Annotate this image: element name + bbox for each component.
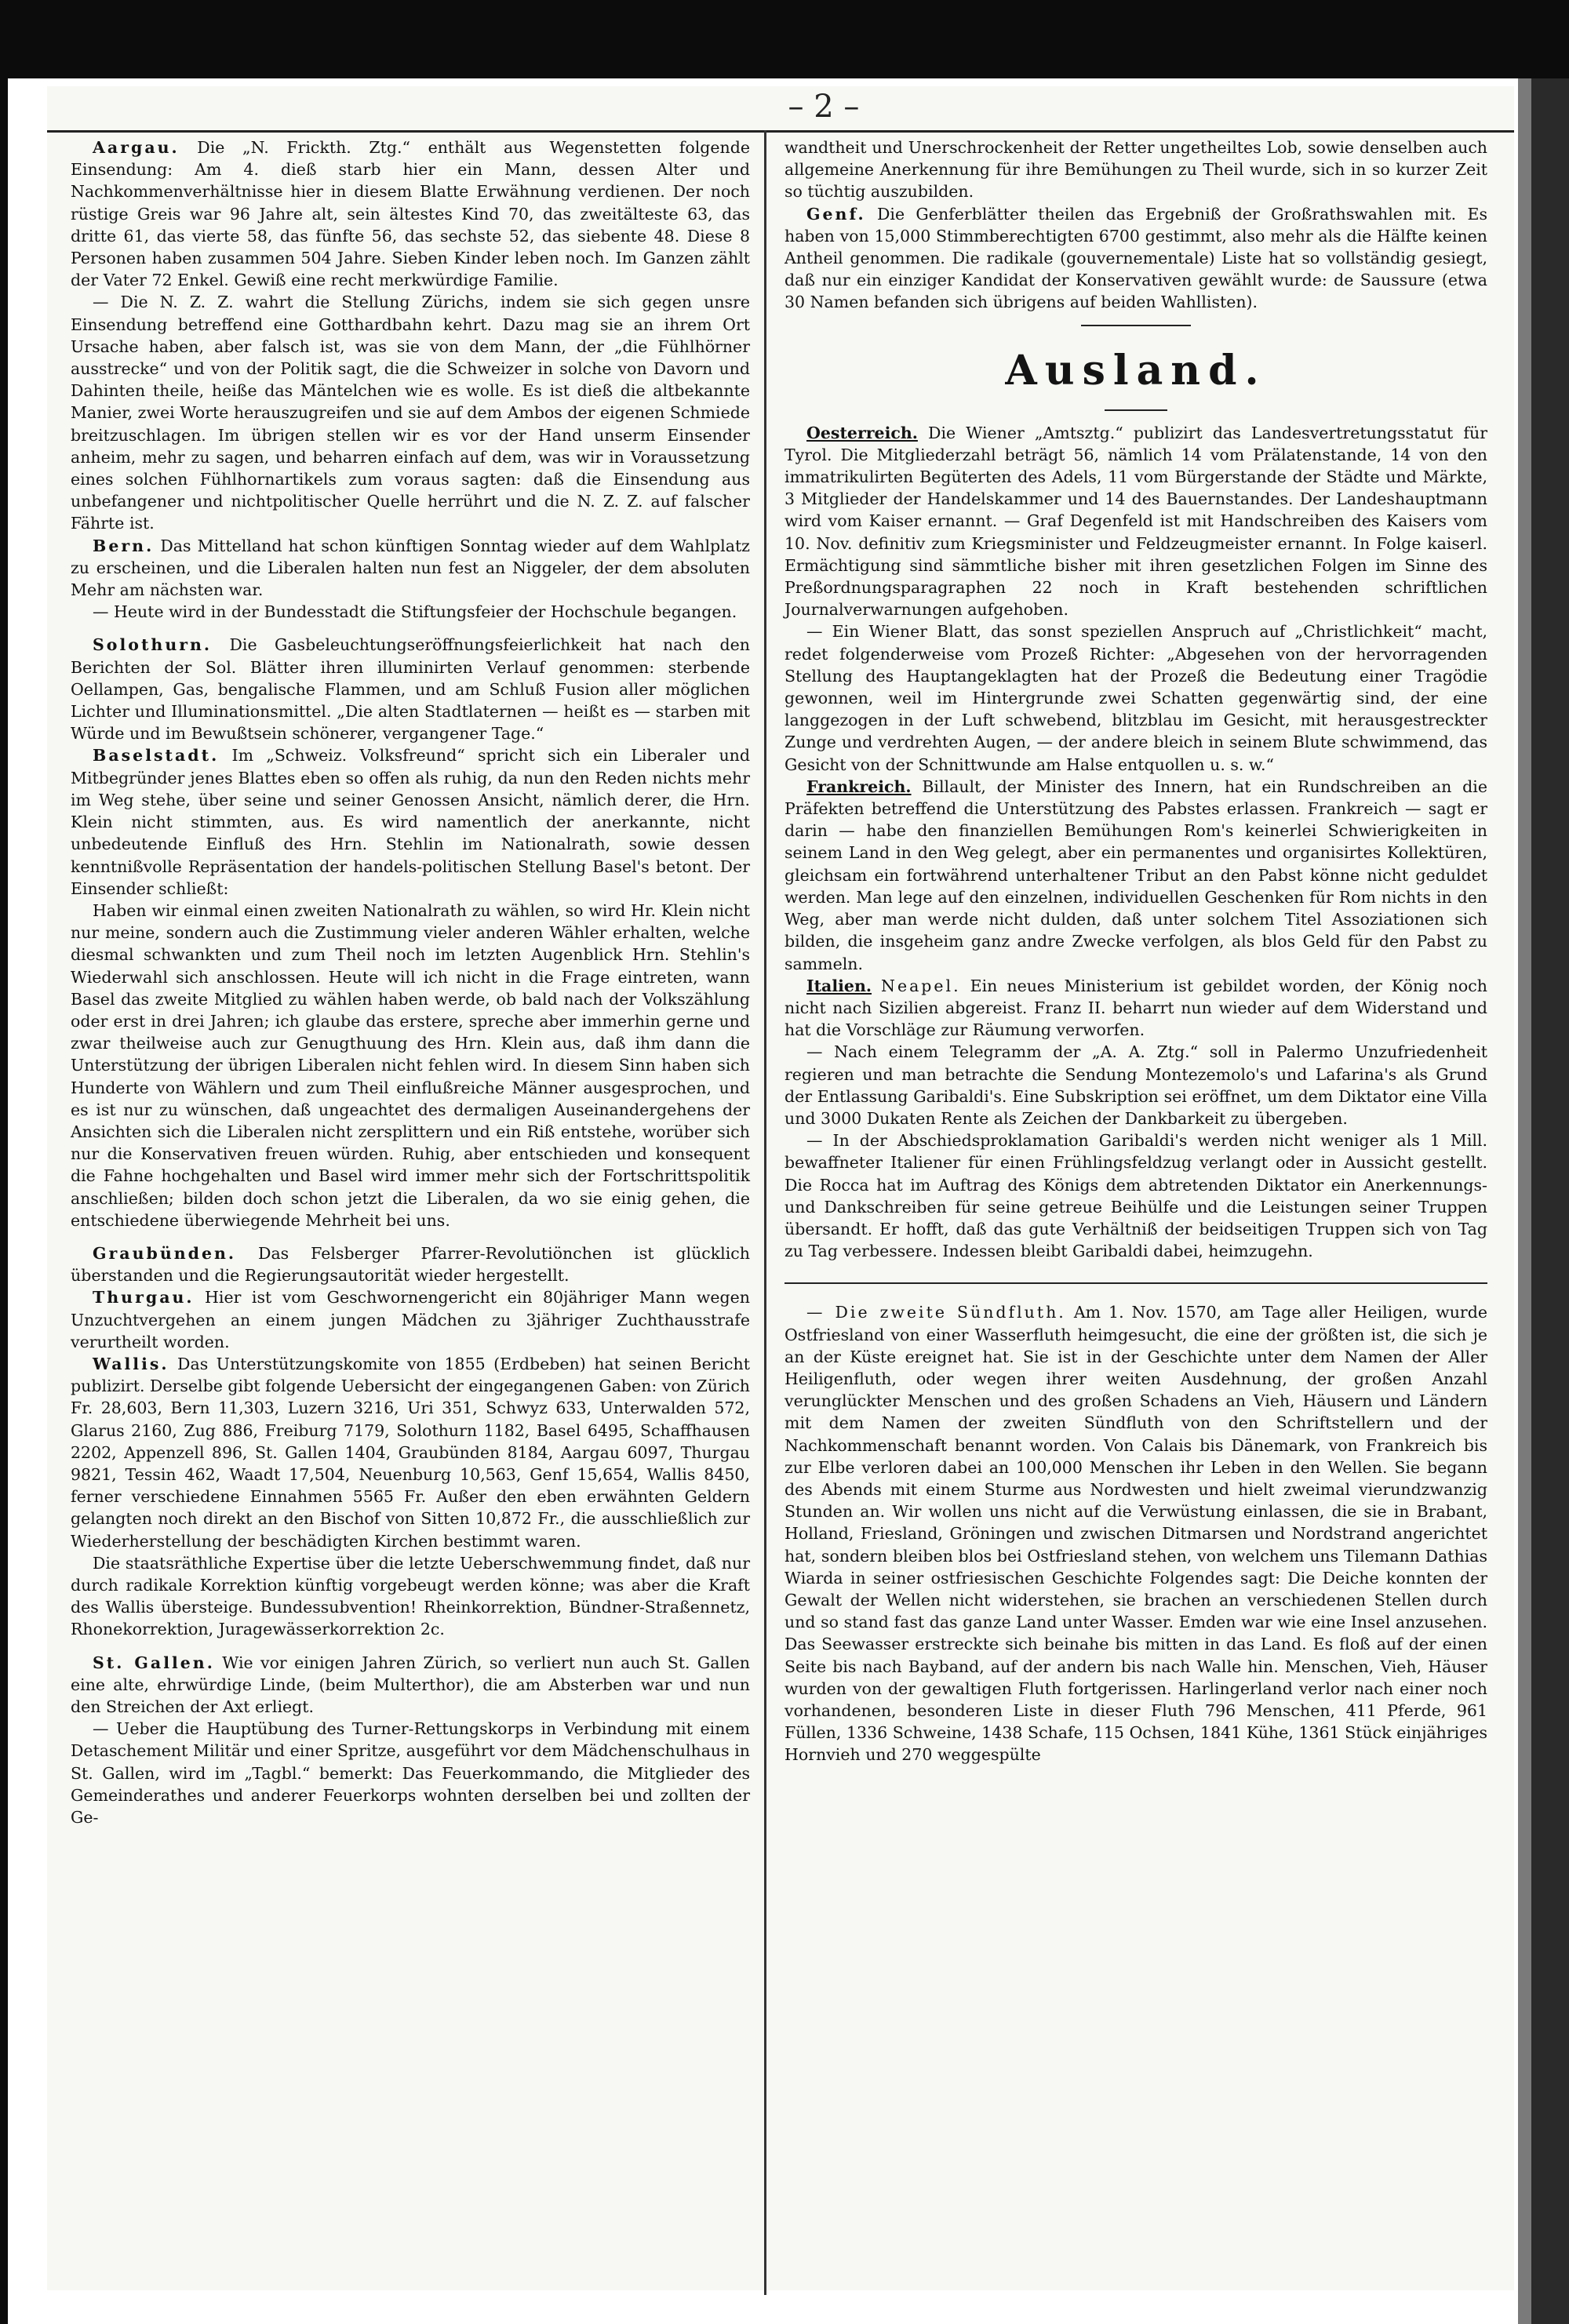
article-text: Am 1. Nov. 1570, am Tage aller Heiligen, wurde Ostfriesland von einer Wasserfluth heimgesucht, die eine der größten ist, die sich je an der Küste ereignet hat. Sie ist in der Geschichte unter dem Namen der Aller Heiligenfluth, oder wegen ihrer weiten Ausdehnung, der großen Anzahl verunglückter Menschen und des großen Schadens an Vieh, Häusern und Ländern mit dem Namen der zweiten Sündfluth von den Schriftstellern und der Nachkommenschaft benannt worden. Von Calais bis Dänemark, von Frankreich bis zur Elbe verloren dabei an 100,000 Menschen ihr Leben in den Wellen. Sie begann des Abends mit einem Sturme aus Nordwesten und hielt zweimal vierundzwanzig Stunden an. Wir wollen uns nicht auf die Verwüstung einlassen, die sie in Brabant, Holland, Friesland, Gröningen und zwischen Ditmarsen und Nordstrand angerichtet hat, sondern bleiben blos bei Ostfriesland stehen, von welchem uns Tilemann Dathias Wiarda in seiner ostfriesischen Geschichte Folgendes sagt: Die Deiche konnten der Gewalt der Wellen nicht widerstehen, sie brachen an verschiedenen Stellen durch und so stand fast das ganze Land unter Wasser. Emden war wie eine Insel anzusehen. Das Seewasser erstreckte sich beinahe bis mitten in das Land. Es floß auf der einen Seite bis nach Bayband, auf der andern bis nach Walle hin. Menschen, Vieh, Häuser wurden von der gewaltigen Fluth fortgerissen. Harlingerland verlor nach einer noch vorhandenen, besonderen Liste in dieser Fluth 796 Menschen, 411 Pferde, 961 Füllen, 1336 Schweine, 1438 Schafe, 115 Ochsen, 1841 Kühe, 1361 Stück einjähriges Hornvieh und 270 weggespülte bbox=[784, 1303, 1487, 1765]
country-label: Italien. bbox=[806, 976, 872, 995]
article-text: Billault, der Minister des Innern, hat ein Rundschreiben an die Präfekten betreffend die Unterstützung des Pabstes erlassen. Frankreich — sagt er darin — habe den finanziellen Bemühungen Rom's keinerlei Schwierigkeiten in seinem Land in den Weg gelegt, aber ein permanentes und organisirtes Kollektüren, gleichsam ein fortwährend unterhaltener Tribut an den Pabst könne nicht geduldet werden. Man lege auf den einzelnen, individuellen Geschenken für Rom nichts in den Weg, aber man werde nicht dulden, daß unter solchem Titel Assoziationen sich bilden, die insgeheim ganz andre Zwecke verfolgen, als blos Geld für den Pabst zu sammeln. bbox=[784, 776, 1487, 973]
article-genf bbox=[784, 203, 1487, 314]
scan-border-right-edge bbox=[1518, 78, 1531, 2324]
scan-border-left bbox=[0, 0, 8, 2324]
article-nzz: — Die N. Z. Z. wahrt die Stellung Zürichs, indem sie sich gegen unsre Einsendung betreffend eine Gotthardbahn kehrt. Dazu mag sie an ihrem Ort Ursache haben, aber falsch ist, was sie von dem Mann, der „die Fühlhörner ausstrecke“ und von der Politik sagt, die die Schweizer in solche von Davorn und Dahinten theile, heiße das Mäntelchen wie es wolle. Es ist dieß die altbekannte Manier, zwei Worte herauszugreifen und sie auf dem Ambos der eigenen Schmiede breitzuschlagen. Im übrigen stellen wir es vor der Hand unserm Einsender anheim, mehr zu sagen, und beharren einfach auf dem, was wir in Voraussetzung eines solchen Fühlhornartikels zum voraus sagten: daß die Einsendung aus unbefangener und nichtpolitischer Quelle herrührt und die N. Z. Z. auf falscher Fährte ist. bbox=[71, 293, 751, 533]
article-basel-quote: Haben wir einmal einen zweiten Nationalrath zu wählen, so wird Hr. Klein nicht nur meine, sondern auch die Zustimmung vieler anderen Wähler erhalten, welche diesmal schwankten und zum Theil noch im letzten Augenblick Hrn. Stehlin's Wiederwahl sich anschlossen. Heute will ich nicht in die Frage eintreten, wann Basel das zweite Mitglied zu wählen haben werde, ob bald nach der Volkszählung oder erst in drei Jahren; ich glaube das erstere, spreche aber immerhin gerne und zwar theilweise auch zur Genugthuung des Hrn. Klein aus, daß ihm dann die Unterstützung der übrigen Liberalen nicht fehlen wird. In diesem Sinn haben sich Hunderte von Wählern und zum Theil einflußreiche Männer ausgesprochen, und es ist nur zu wünschen, daß ungeachtet des dermaligen Auseinandergehens der Ansichten sich die Liberalen nicht zersplittern und ein Riß entstehe, worüber sich nur die Konservativen freuen würden. Ruhig, aber entschieden und konsequent die Fahne hochgehalten und Basel wird immer mehr sich der Fortschrittspolitik anschließen; bilden doch schon jetzt die Liberalen, da wo sie einig gehen, die entschiedene überwiegende Mehrheit bei uns. bbox=[71, 900, 750, 1230]
article-wallis bbox=[71, 1353, 750, 1552]
section-rule bbox=[1081, 325, 1191, 326]
article-lead: Solothurn. bbox=[93, 635, 213, 655]
article-text: Die Gasbeleuchtungseröffnungsfeierlichkeit hat nach den Berichten der Sol. Blätter ihren illuminirten Verlauf genommen: sterbende Oellampen, Gas, bengalische Flammen, und am Schluß Fusion aller möglichen Lichter und Illuminationsmittel. „Die alten Stadtlaternen — heißt es — starben mit Würde und im Bewußtsein schönerer, vergangener Tage.“ bbox=[71, 635, 750, 744]
article-lead: Thurgau. bbox=[93, 1288, 195, 1307]
country-label: Oesterreich. bbox=[806, 423, 918, 442]
country-label: Frankreich. bbox=[806, 776, 912, 796]
article-wallis-expertise: Die staatsräthliche Expertise über die letzte Ueberschwemmung findet, daß nur durch radikale Korrektion künftig vorgebeugt werden könne; was aber die Kraft des Wallis übersteige. Bundessubvention! Rheinkorrektion, Bündner-Straßennetz, Rhonekorrektion, Juragewässerkorrektion 2c. bbox=[71, 1553, 750, 1639]
article-text: Das Mittelland hat schon künftigen Sonntag wieder auf dem Wahlplatz zu erscheinen, und die Liberalen halten nun fest an Niggeler, der dem absoluten Mehr am nächsten war. bbox=[71, 536, 750, 600]
article-oesterreich bbox=[784, 422, 1487, 621]
article-bern-hochschule: — Heute wird in der Bundesstadt die Stiftungsfeier der Hochschule begangen. bbox=[93, 602, 737, 622]
right-column bbox=[784, 136, 1487, 1766]
scan-border-right bbox=[1531, 78, 1569, 2324]
column-divider bbox=[764, 130, 766, 2295]
article-basel bbox=[71, 744, 750, 899]
article-text: Die „N. Frickth. Ztg.“ enthält aus Wegenstetten folgende Einsendung: Am 4. dieß starb hier ein Mann, dessen Alter und Nachkommenverhältnisse hier in diesem Blatte Erwähnung verdienen. Der noch rüstige Greis war 96 Jahre alt, sein ältestes Kind 70, das zweitälteste 63, das dritte 61, das vierte 58, das fünfte 56, das sechste 52, das siebente 48. Diese 8 Personen haben zusammen 504 Jahre. Sieben Kinder leben noch. Im Ganzen zählt der Vater 72 Enkel. Gewiß eine recht merkwürdige Familie. bbox=[71, 138, 750, 290]
article-lead: St. Gallen. bbox=[93, 1653, 215, 1672]
headline-rule bbox=[1105, 409, 1167, 411]
article-text: Ein neues Ministerium ist gebildet worden, der König noch nicht nach Sizilien abgereist. Franz II. beharrt nun wieder auf dem Widerstand und hat die Vorschläge zur Räumung verworfen. bbox=[784, 976, 1487, 1040]
article-lead: Graubünden. bbox=[93, 1243, 237, 1263]
article-text: Die Wiener „Amtsztg.“ publizirt das Landesvertretungsstatut für Tyrol. Die Mitgliederzahl beträgt 56, nämlich 14 vom Prälatenstande, 14 von den immatrikulirten Begüterten des Adels, 11 vom Bürgerstande der Städte und Märkte, 3 Mitglieder der Handelskammer und 14 des Bauernstandes. Der Landeshauptmann wird vom Kaiser ernannt. — Graf Degenfeld ist mit Handschreiben des Kaisers vom 10. Nov. definitiv zum Kriegsminister und Feldzeugmeister ernannt. In Folge kaiserl. Ermächtigung sind sämmtliche bisher mit ihren gesetzlichen Folgen im Sinne des Preßordnungsparagraphen 22 noch in Kraft bestehenden schriftlichen Journalverwarnungen aufgehoben. bbox=[784, 423, 1487, 620]
article-italien-telegramm: — Nach einem Telegramm der „A. A. Ztg.“ soll in Palermo Unzufriedenheit regieren und man betrachte die Sendung Montezemolo's und Lafarina's als Grund der Entlassung Garibaldi's. Eine Subskription sei eröffnet, um dem Diktator eine Villa und 3000 Dukaten Rente als Zeichen der Dankbarkeit zu übergeben. bbox=[784, 1042, 1487, 1128]
article-oesterreich-prozess: — Ein Wiener Blatt, das sonst speziellen Anspruch auf „Christlichkeit“ macht, redet folgenderweise vom Prozeß Richter: „Abgesehen von der hervorragenden Stellung des Hauptangeklagten hat der Prozeß die Bedeutung einer Tragödie gewonnen, weil im Hintergrunde zwei Schatten gegenwärtig sind, der eine langgezogen in der Luft schwebend, blitzblau im Gesicht, mit herausgestreckter Zunge und verdrehten Augen, — der andere bleich in seinem Blute schwimmend, das Gesicht von der Schnittwunde am Halse entquollen u. s. w.“ bbox=[784, 622, 1487, 774]
left-column bbox=[71, 136, 750, 1828]
article-aargau bbox=[71, 136, 750, 291]
article-lead: Wallis. bbox=[93, 1354, 169, 1373]
article-italien-garibaldi: — In der Abschiedsproklamation Garibaldi's werden nicht weniger als 1 Mill. bewaffneter Italiener für einen Frühlingsfeldzug verlangt oder in Aussicht gestellt. Die Rocca hat im Auftrag des Königs dem abtretenden Diktator ein Anerkennungs- und Dankschreiben für seine getreue Beihülfe und die Leistungen seiner Truppen übersandt. Er hofft, daß das gute Verhältniß der beidseitigen Truppen sich von Tag zu Tag verbessere. Indessen bleibt Garibaldi dabei, heimzugehn. bbox=[784, 1131, 1487, 1261]
article-text: Wie vor einigen Jahren Zürich, so verliert nun auch St. Gallen eine alte, ehrwürdige Linde, (beim Multerthor), die am Absterben war und nun den Streichen der Axt erliegt. bbox=[71, 1653, 750, 1717]
article-stgallen-turner: — Ueber die Hauptübung des Turner-Rettungskorps in Verbindung mit einem Detaschement Militär und einer Spritze, ausgeführt vor dem Mädchenschulhaus in St. Gallen, wird im „Tagbl.“ bemerkt: Das Feuerkommando, die Mitglieder des Gemeinderathes und anderer Feuerkorps wohnten derselben bei und zollten der Ge- bbox=[71, 1719, 750, 1828]
page-number: – 2 – bbox=[788, 89, 860, 125]
article-thurgau bbox=[71, 1286, 750, 1353]
article-lead: Baselstadt. bbox=[93, 746, 220, 766]
article-text: Das Unterstützungskomite von 1855 (Erdbeben) hat seinen Bericht publizirt. Derselbe gibt folgende Uebersicht der eingegangenen Gaben: von Zürich Fr. 28,603, Bern 11,303, Luzern 3216, Uri 351, Schwyz 633, Unterwalden 572, Glarus 2160, Zug 886, Freiburg 7179, Solothurn 1182, Basel 6495, Schaffhausen 2202, Appenzell 896, St. Gallen 1404, Graubünden 8184, Aargau 6097, Thurgau 9821, Tessin 462, Waadt 17,504, Neuenburg 10,563, Genf 15,654, Wallis 8450, ferner verschiedene Einnahmen 5565 Fr. Außer den eben erwähnten Geldern gelangten noch direkt an den Bischof von Sitten 10,872 Fr., die ausschließlich zur Wiederherstellung der beschädigten Kirchen bestimmt waren. bbox=[71, 1354, 750, 1551]
newspaper-page bbox=[47, 86, 1514, 2290]
article-graubuenden bbox=[71, 1242, 750, 1286]
article-solothurn bbox=[71, 634, 750, 744]
article-lead: Bern. bbox=[93, 536, 155, 555]
article-text: Das Felsberger Pfarrer-Revolutiönchen ist glücklich überstanden und die Regierungsautorität wieder hergestellt. bbox=[71, 1243, 750, 1286]
header-rule bbox=[47, 130, 1514, 133]
article-continuation: wandtheit und Unerschrockenheit der Retter ungetheiltes Lob, sowie denselben auch allgemeine Anerkennung für ihre Bemühungen zu Theil wurde, sich in so kurzer Zeit so tüchtig auszubilden. bbox=[784, 138, 1487, 202]
article-stgallen bbox=[71, 1652, 750, 1718]
article-frankreich bbox=[784, 776, 1487, 975]
section-headline: Ausland. bbox=[1005, 346, 1267, 395]
article-lead: — Die zweite Sündfluth. bbox=[806, 1303, 1066, 1322]
article-text: Im „Schweiz. Volksfreund“ spricht sich ein Liberaler und Mitbegründer jenes Blattes eben so offen als ruhig, da nun den Reden nichts mehr im Weg stehe, über seine und seiner Genossen Ansicht, nämlich derer, die Hrn. Klein nicht stimmten, aus. Es wird namentlich der anerkannte, nicht unbedeutende Einfluß des Hrn. Stehlin im Nationalrath, sowie dessen kenntnißvolle Repräsentation der handels-politischen Stellung Basel's betont. Der Einsender schließt: bbox=[71, 746, 750, 898]
article-text: Hier ist vom Geschwornengericht ein 80jähriger Mann wegen Unzuchtvergehen an einem jungen Mädchen zu 3jähriger Zuchthausstrafe verurtheilt worden. bbox=[71, 1288, 750, 1351]
article-lead: Neapel. bbox=[881, 976, 961, 995]
scan-border-top bbox=[0, 0, 1569, 78]
article-lead: Genf. bbox=[806, 204, 866, 224]
article-lead: Aargau. bbox=[93, 138, 180, 157]
article-bern bbox=[71, 535, 750, 602]
section-rule bbox=[784, 1282, 1487, 1284]
article-text: Die Genferblätter theilen das Ergebniß der Großrathswahlen mit. Es haben von 15,000 Stimmberechtigten 6700 gestimmt, also mehr als die Hälfte keinen Antheil genommen. Die radikale (gouvernementale) Liste hat so vollständig gesiegt, daß nur ein einziger Kandidat der Konservativen gewählt wurde: de Saussure (etwa 30 Namen befanden sich übrigens auf beiden Wahllisten). bbox=[784, 204, 1487, 312]
article-italien bbox=[784, 975, 1487, 1042]
article-sundflut bbox=[784, 1301, 1487, 1766]
